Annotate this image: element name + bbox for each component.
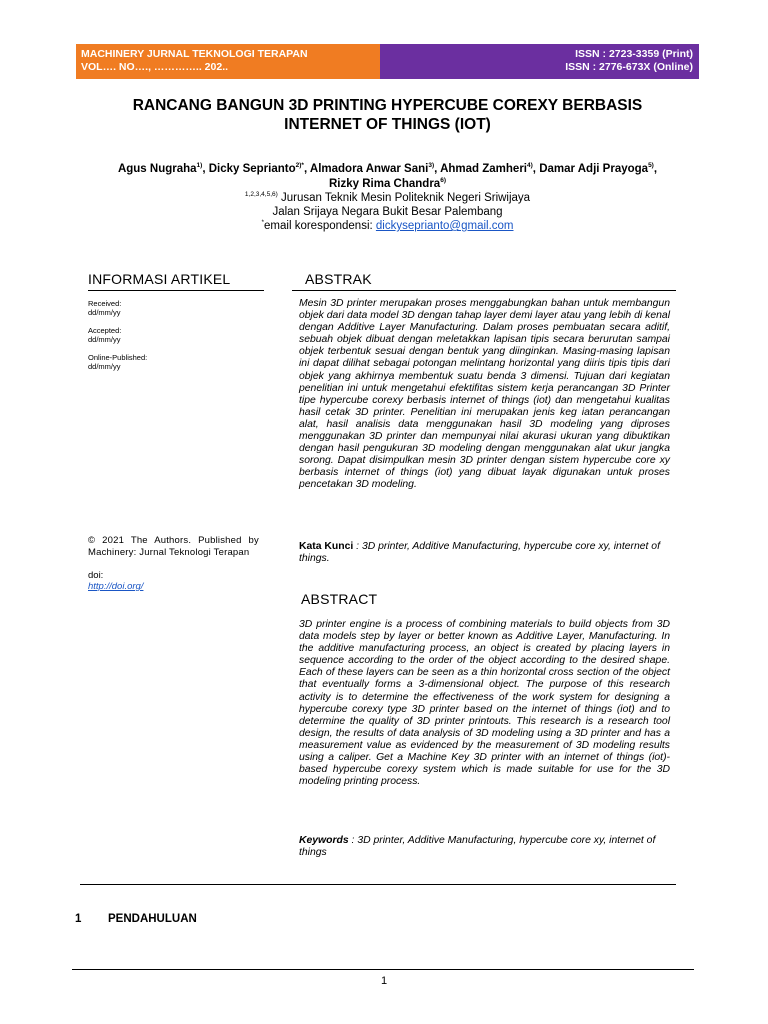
article-dates (88, 299, 268, 380)
accepted-label: Accepted: (88, 326, 122, 335)
journal-volume: VOL…. NO…., ………….. 202.. (81, 61, 229, 73)
published-label: Online-Published: (88, 353, 148, 362)
affiliation (60, 191, 715, 233)
kata-kunci (299, 541, 670, 565)
author-sup: 6) (440, 177, 446, 185)
page-number: 1 (380, 975, 388, 987)
journal-name: MACHINERY JURNAL TEKNOLOGI TERAPAN (81, 48, 308, 60)
kata-kunci-values: : 3D printer, Additive Manufacturing, hypercube core xy, internet of things. (299, 541, 660, 565)
issn-online: ISSN : 2776-673X (Online) (565, 61, 693, 73)
affiliation-address: Jalan Srijaya Negara Bukit Besar Palembang (272, 206, 503, 218)
email-link[interactable]: dickyseprianto@gmail.com (375, 220, 514, 232)
keywords (299, 835, 670, 859)
received-label: Received: (88, 299, 122, 308)
email-sup: * (261, 219, 265, 227)
abstract-end-rule (80, 884, 676, 885)
info-rule (88, 290, 264, 291)
banner-journal-info (76, 44, 380, 79)
author-name: Almadora Anwar Sani (309, 163, 429, 175)
abstrak-heading: ABSTRAK (305, 271, 372, 287)
footer-rule (72, 969, 694, 970)
abstract-text: 3D printer engine is a process of combining materials to build objects from 3D data models step by layer or better known as Additive Layer, Manufacturing. In the additive manufacturing process, an object is created by placing layers in sequence according to the order of the object according to the desired shape. Each of these layers can be seen as a thin horizontal cross section of the object that eventually forms a 3-dimensional object. The purpose of this research activity is to determine the effectiveness of the work system for designing a hypercube corexy type 3D printer based on the internet of things (iot) and to determine the quality of 3D printer printouts. This research is a research tool design, the results of data analysis of 3D modeling using a 3D printer and has a measurement value as evidenced by the measurement of 3D modeling results using a caliper. Get a Machine Key 3D printer with an internet of things (iot)-based hypercube corexy system which is made suitable for use for the 3D modeling printing process. (299, 619, 670, 788)
author-sup: 3) (428, 162, 435, 170)
title-line-2: INTERNET OF THINGS (IOT) (284, 116, 491, 133)
keywords-values: : 3D printer, Additive Manufacturing, hypercube core xy, internet of things (299, 835, 656, 859)
accepted-value: dd/mm/yy (88, 335, 121, 344)
chapter-title: PENDAHULUAN (108, 913, 197, 925)
article-title (76, 96, 699, 134)
affiliation-sup: 1,2,3,4,5,6) (244, 191, 278, 199)
kata-kunci-label: Kata Kunci (299, 541, 354, 552)
title-line-1: RANCANG BANGUN 3D PRINTING HYPERCUBE COREXY BERBASIS (132, 97, 643, 114)
author-list: Agus Nugraha$^{1)}$, Dicky Seprianto$^{2)*}$, Almadora Anwar Sani$^{3)}$, Ahmad Zamheri$^{4)}$, Damar Adji Prayoga$^{5)}$, Rizky Rima Chandra$^{6)}$ (117, 162, 658, 190)
published-value: dd/mm/yy (88, 362, 121, 371)
author-sup: 1) (196, 162, 203, 170)
author-name: Rizky Rima Chandra (329, 178, 441, 190)
issn-print: ISSN : 2723-3359 (Print) (575, 48, 693, 60)
doi-block (88, 570, 143, 592)
received-value: dd/mm/yy (88, 308, 121, 317)
abstrak-rule (292, 290, 676, 291)
doi-link[interactable]: http://doi.org/ (88, 581, 144, 592)
author-name: Agus Nugraha (117, 163, 197, 175)
abstract-heading: ABSTRACT (301, 591, 378, 607)
author-name: Dicky Seprianto (208, 163, 296, 175)
journal-banner (76, 44, 699, 79)
author-sup: 4) (527, 162, 533, 170)
affiliation-dept: Jurusan Teknik Mesin Politeknik Negeri Sriwijaya (281, 192, 531, 204)
doi-label: doi: (88, 570, 104, 581)
author-sup: 5) (648, 162, 654, 170)
keywords-label: Keywords (299, 835, 349, 846)
author-name: Damar Adji Prayoga (539, 163, 649, 175)
abstrak-text: Mesin 3D printer merupakan proses menggabungkan bahan untuk membangun objek dari data model 3D dengan tahap layer demi layer atau yang lebih di kenal dengan Additive Layer Manufacturing. Dalam proses pembuatan secara aditif, sebuah objek dibuat dengan meletakkan lapisan tipis secara berurutan sampai objek terbentuk sesuai dengan bentuk yang diinginkan. Masing-masing lapisan ini dapat dilihat sebagai potongan melintang horizontal yang diiris tipis tipis dari objek yang akhirnya membentuk suatu benda 3 dimensi. Tujuan dari kegiatan penelitian ini untuk mengetahui efektifitas sistem kerja perancangan 3D Printer tipe hypercube corexy berbasis internet of things (iot) dan mengetahui kualitas hasil cetak 3D printer. Penelitian ini merupakan jenis keg iatan perancangan alat, hasil analisis data menggunakan hasil 3D modeling yang diproses menggunakan 3D printer dan mempunyai nilai akurasi ukuran yang dibuktikan dengan hasil pengukuran 3D modeling dengan menggunakan alat ukur jangka sorong. Dapat disimpulkan mesin 3D printer dengan sistem hypercube core xy berbasis internet of things (iot) yang dibuat layak digunakan untuk proses pencetakan 3D modeling. (299, 298, 670, 491)
banner-issn-info (380, 44, 699, 79)
author-name: Ahmad Zamheri (440, 163, 528, 175)
info-heading: INFORMASI ARTIKEL (88, 271, 231, 287)
copyright-notice: © 2021 The Authors. Published by Machinery: Jurnal Teknologi Terapan (88, 535, 259, 558)
author-sup: 2)* (295, 162, 304, 170)
chapter-number: 1 (75, 913, 82, 925)
email-label: email korespondensi: (264, 220, 376, 232)
